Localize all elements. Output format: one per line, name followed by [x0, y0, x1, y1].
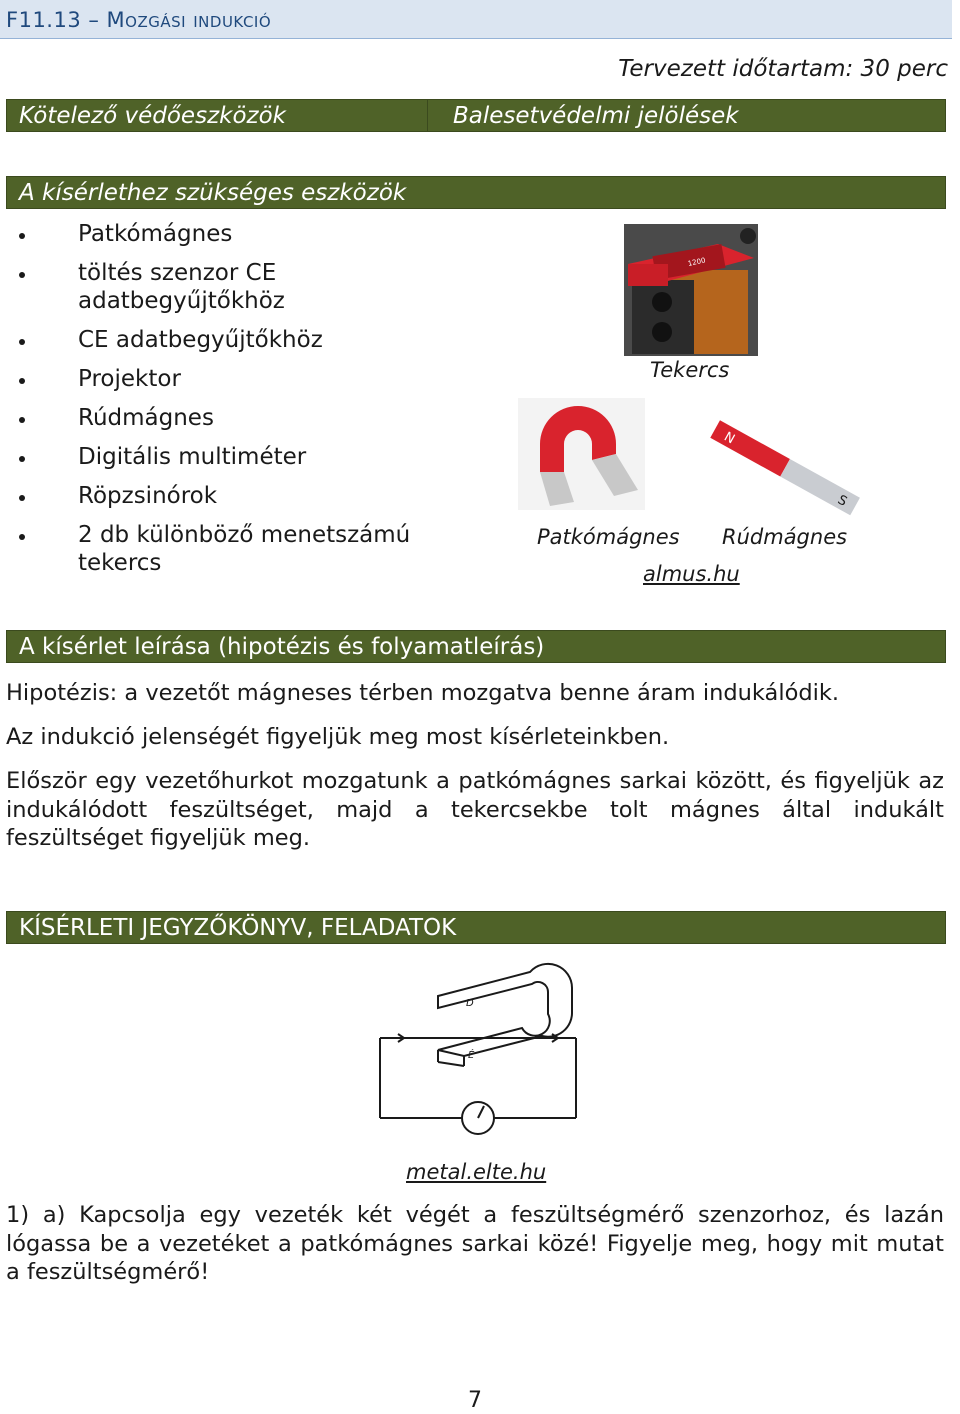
diagram-pole-top: D [466, 998, 474, 1009]
bar-pole-n: N [721, 429, 738, 448]
experiment-diagram [372, 958, 584, 1140]
induction-paragraph: Az indukció jelenségét figyeljük meg most kísérleteinkben. [6, 724, 670, 750]
list-item: Digitális multiméter [18, 443, 438, 471]
list-item: Patkómágnes [18, 220, 438, 248]
photo-source-link[interactable]: almus.hu [643, 562, 740, 586]
protocol-heading-bar [6, 911, 946, 944]
list-item: Rúdmágnes [18, 404, 438, 432]
equipment-heading-bar [6, 176, 946, 209]
bar-magnet-photo [700, 420, 870, 520]
mandatory-protective-equipment-label: Kötelező védőeszközök [19, 103, 286, 129]
list-item: Röpzsinórok [18, 482, 438, 510]
list-item: 2 db különböző menetszámú tekercs [18, 521, 438, 577]
description-heading: A kísérlet leírása (hipotézis és folyamatleírás) [19, 634, 545, 660]
bar-pole-s: S [834, 492, 850, 510]
equipment-list [18, 220, 438, 588]
figure-source-link[interactable]: metal.elte.hu [406, 1160, 547, 1184]
task-1-paragraph: 1) a) Kapcsolja egy vezeték két végét a feszültségmérő szenzorhoz, és lazán lógassa be a vezetéket a patkómágnes sarkai közé! Figyelje meg, hogy mit mutat a feszültségmérő! [6, 1202, 944, 1285]
description-heading-bar [6, 630, 946, 663]
planned-duration: Tervezett időtartam: 30 perc [618, 56, 948, 82]
protocol-heading: KÍSÉRLETI JEGYZŐKÖNYV, FELADATOK [19, 915, 457, 941]
list-item: Projektor [18, 365, 438, 393]
coil-photo [624, 224, 758, 356]
diagram-pole-bottom: É [468, 1050, 475, 1061]
hypothesis-paragraph: Hipotézis: a vezetőt mágneses térben mozgatva benne áram indukálódik. [6, 680, 840, 706]
horseshoe-magnet-photo [518, 398, 645, 510]
list-item: CE adatbegyűjtőkhöz [18, 326, 438, 354]
safety-bar [6, 99, 946, 132]
accident-prevention-markings-label: Balesetvédelmi jelölések [453, 103, 739, 129]
bar-magnet-caption: Rúdmágnes [722, 525, 848, 549]
coil-caption: Tekercs [650, 358, 730, 382]
equipment-heading: A kísérlethez szükséges eszközök [19, 180, 407, 206]
list-item: töltés szenzor CE adatbegyűjtőkhöz [18, 259, 438, 315]
coil-label: 1200 [687, 256, 707, 268]
document-title: F11.13 – Mozgási indukció [6, 8, 272, 32]
procedure-paragraph: Először egy vezetőhurkot mozgatunk a patkómágnes sarkai között, és figyeljük az indukálódott feszültséget, majd a tekercsekbe tolt mágnes által indukált feszültséget figyeljük meg. [6, 768, 944, 851]
page-number: 7 [468, 1388, 482, 1413]
horseshoe-caption: Patkómágnes [537, 525, 680, 549]
